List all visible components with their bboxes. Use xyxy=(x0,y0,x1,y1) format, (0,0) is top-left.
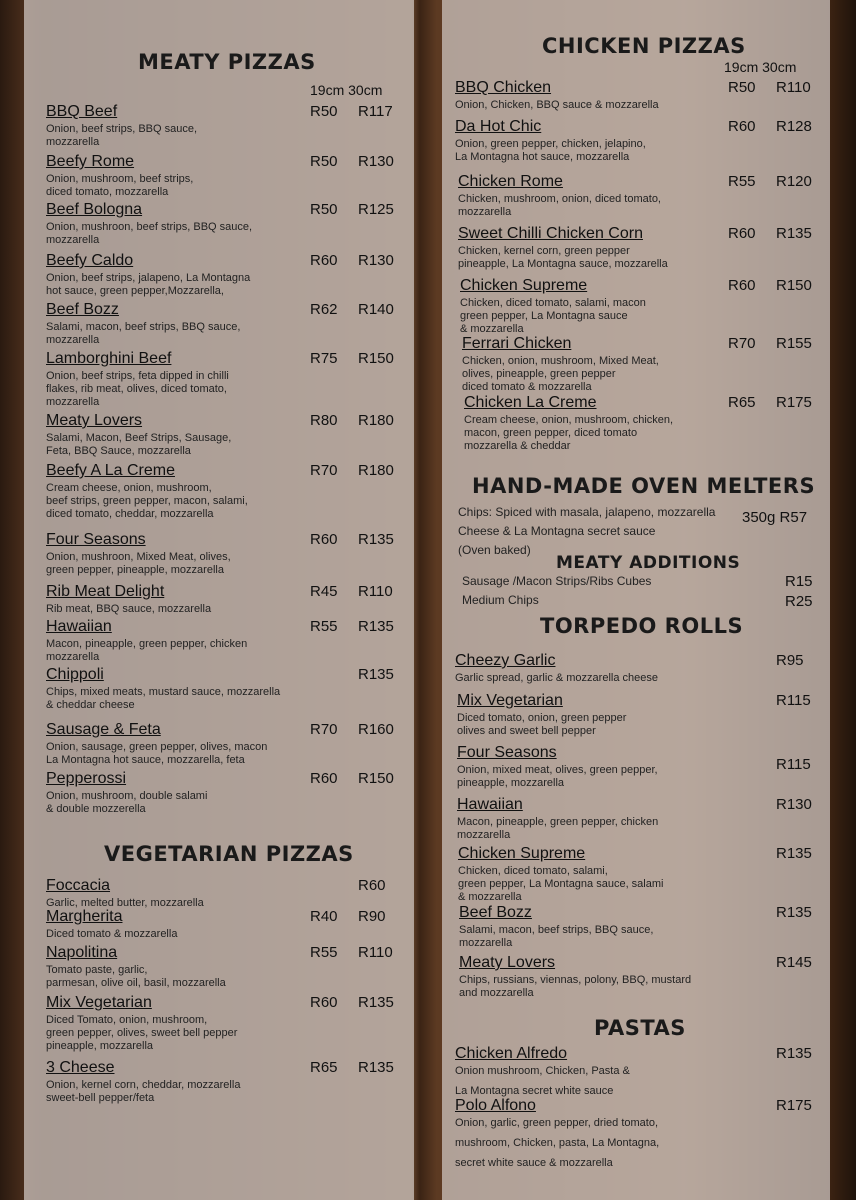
menu-item-description: & mozzarella xyxy=(460,323,524,335)
menu-item-price-19cm: R55 xyxy=(310,944,338,961)
torpedo-rolls-heading: TORPEDO ROLLS xyxy=(540,614,744,638)
menu-item-description: Onion, Chicken, BBQ sauce & mozzarella xyxy=(455,99,659,111)
menu-item-name: Da Hot Chic xyxy=(455,118,542,135)
menu-item-price-19cm: R60 xyxy=(728,277,756,294)
menu-item-price-19cm: R65 xyxy=(310,1059,338,1076)
menu-item-description: La Montagna secret white sauce xyxy=(455,1085,614,1097)
menu-item-description: mozzarella & cheddar xyxy=(464,440,571,452)
menu-item-price-19cm: R75 xyxy=(310,350,338,367)
menu-item-price-19cm: R60 xyxy=(728,118,756,135)
menu-item-price-19cm: R80 xyxy=(310,412,338,429)
meaty-pizzas-heading: MEATY PIZZAS xyxy=(138,50,316,74)
menu-item-description: beef strips, green pepper, macon, salami, xyxy=(46,495,248,507)
menu-item-description: Diced tomato, onion, green pepper xyxy=(457,712,627,724)
menu-item-description: olives, pineapple, green pepper xyxy=(462,368,616,380)
vegetarian-pizzas-heading: VEGETARIAN PIZZAS xyxy=(104,842,354,866)
menu-item-price-19cm: R65 xyxy=(728,394,756,411)
menu-item-price: R115 xyxy=(776,692,811,709)
addition-item-price: R15 xyxy=(785,573,813,590)
oven-melters-description xyxy=(458,503,715,560)
menu-item-description: Salami, macon, beef strips, BBQ sauce, xyxy=(459,924,654,936)
menu-item-price-19cm: R60 xyxy=(310,994,338,1011)
menu-item-price-19cm: R70 xyxy=(310,462,338,479)
menu-item-description: mozzarella xyxy=(46,234,100,246)
menu-item-description: Diced tomato & mozzarella xyxy=(46,928,178,940)
menu-item-description: Salami, macon, beef strips, BBQ sauce, xyxy=(46,321,241,333)
menu-item-price-19cm: R40 xyxy=(310,908,338,925)
menu-item-description: mozzarella xyxy=(46,136,100,148)
menu-item-description: Chicken, mushroom, onion, diced tomato, xyxy=(458,193,661,205)
menu-item-name: 3 Cheese xyxy=(46,1059,115,1076)
menu-item-description: Onion, sausage, green pepper, olives, macon xyxy=(46,741,268,753)
menu-item-description: Chicken, diced tomato, salami, macon xyxy=(460,297,646,309)
menu-item-name: Mix Vegetarian xyxy=(46,994,152,1011)
menu-item-price-19cm: R50 xyxy=(310,103,338,120)
menu-item-price-30cm: R135 xyxy=(358,666,394,683)
menu-item-description: mozzarella xyxy=(458,206,512,218)
menu-item-name: Beef Bologna xyxy=(46,201,143,218)
menu-item-name: Chicken La Creme xyxy=(464,394,597,411)
pastas-heading: PASTAS xyxy=(594,1016,686,1040)
menu-item-description: La Montagna hot sauce, mozzarella xyxy=(455,151,630,163)
menu-item-description: Tomato paste, garlic, xyxy=(46,964,148,976)
meaty-additions-heading: MEATY ADDITIONS xyxy=(556,553,741,573)
menu-item-price-30cm: R135 xyxy=(358,1059,394,1076)
menu-item-name: Foccacia xyxy=(46,877,111,894)
menu-item-price-30cm: R155 xyxy=(776,335,812,352)
menu-item-price-30cm: R150 xyxy=(358,770,394,787)
meaty-size-header: 19cm 30cm xyxy=(310,82,383,98)
menu-item-name: Beefy Caldo xyxy=(46,252,134,269)
menu-item-description: hot sauce, green pepper,Mozzarella, xyxy=(46,285,224,297)
menu-item-price-19cm: R70 xyxy=(310,721,338,738)
menu-item-description: Chips, russians, viennas, polony, BBQ, mustard xyxy=(459,974,692,986)
menu-item-description: macon, green pepper, diced tomato xyxy=(464,427,638,439)
menu-item-price-30cm: R160 xyxy=(358,721,394,738)
menu-item-description: pineapple, mozzarella xyxy=(457,777,565,789)
menu-item-name: Margherita xyxy=(46,908,123,925)
menu-item-name: Napolitina xyxy=(46,944,118,961)
menu-item-description: Onion mushroom, Chicken, Pasta & xyxy=(455,1065,630,1077)
menu-item-name: Beefy A La Creme xyxy=(46,462,175,479)
menu-item-description: Onion, beef strips, BBQ sauce, xyxy=(46,123,198,135)
menu-item-price-19cm: R60 xyxy=(310,252,338,269)
menu-item-description: mozzarella xyxy=(46,334,100,346)
menu-item-price-30cm: R135 xyxy=(358,994,394,1011)
menu-item-description: Cream cheese, onion, mushroom, xyxy=(46,482,212,494)
menu-item-price-30cm: R130 xyxy=(358,252,394,269)
menu-item-description: Chicken, onion, mushroom, Mixed Meat, xyxy=(462,355,659,367)
menu-item-price-30cm: R110 xyxy=(776,79,811,96)
addition-item-price: R25 xyxy=(785,593,813,610)
menu-item-description: Rib meat, BBQ sauce, mozzarella xyxy=(46,603,212,615)
menu-item-description: Onion, mushroon, beef strips, BBQ sauce, xyxy=(46,221,253,233)
menu-item-description: Onion, beef strips, jalapeno, La Montagna xyxy=(46,272,251,284)
menu-item-description: Macon, pineapple, green pepper, chicken xyxy=(457,816,659,828)
menu-item-description: Chicken, kernel corn, green pepper xyxy=(458,245,630,257)
menu-item-price-19cm: R62 xyxy=(310,301,338,318)
menu-item-price-19cm: R50 xyxy=(310,153,338,170)
menu-item-name: Sweet Chilli Chicken Corn xyxy=(458,225,643,242)
menu-item-price-30cm: R175 xyxy=(776,394,812,411)
menu-item-description: mushroom, Chicken, pasta, La Montagna, xyxy=(455,1137,660,1149)
menu-item-description: sweet-bell pepper/feta xyxy=(46,1092,155,1104)
menu-item-price-19cm: R60 xyxy=(310,531,338,548)
menu-item-description: Macon, pineapple, green pepper, chicken xyxy=(46,638,248,650)
menu-item-price-30cm: R135 xyxy=(358,618,394,635)
menu-item-price-30cm: R120 xyxy=(776,173,812,190)
menu-item-price: R115 xyxy=(776,756,811,773)
menu-item-description: flakes, rib meat, olives, diced tomato, xyxy=(46,383,227,395)
menu-item-name: Four Seasons xyxy=(46,531,146,548)
menu-item-price-30cm: R135 xyxy=(776,225,812,242)
menu-item-description: pineapple, La Montagna sauce, mozzarella xyxy=(458,258,668,270)
menu-item-description: diced tomato, mozzarella xyxy=(46,186,169,198)
menu-item-description: green pepper, pineapple, mozzarella xyxy=(46,564,224,576)
chicken-pizzas-heading: CHICKEN PIZZAS xyxy=(542,34,746,58)
menu-item-description: Onion, mushroom, double salami xyxy=(46,790,208,802)
menu-item-price-30cm: R60 xyxy=(358,877,386,894)
menu-item-name: Meaty Lovers xyxy=(46,412,143,429)
oven-melters-line: (Oven baked) xyxy=(458,543,531,557)
oven-melters-line: Cheese & La Montagna secret sauce xyxy=(458,524,656,538)
menu-item-description: & double mozzerella xyxy=(46,803,146,815)
menu-item-name: BBQ Beef xyxy=(46,103,118,120)
menu-item-description: Cream cheese, onion, mushroom, chicken, xyxy=(464,414,674,426)
menu-item-name: Beefy Rome xyxy=(46,153,135,170)
menu-item-description: and mozzarella xyxy=(459,987,534,999)
oven-melters-line: Chips: Spiced with masala, jalapeno, mozzarella xyxy=(458,505,716,519)
menu-item-name: Ferrari Chicken xyxy=(462,335,572,352)
menu-item-description: olives and sweet bell pepper xyxy=(457,725,596,737)
menu-item-description: Diced Tomato, onion, mushroom, xyxy=(46,1014,208,1026)
menu-item-description: Onion, mushroom, beef strips, xyxy=(46,173,194,185)
menu-item-description: diced tomato & mozzarella xyxy=(462,381,592,393)
menu-item-price-19cm: R70 xyxy=(728,335,756,352)
menu-item-price: R135 xyxy=(776,845,812,862)
menu-item-price-30cm: R90 xyxy=(358,908,386,925)
menu-item-description: green pepper, La Montagna sauce xyxy=(460,310,628,322)
menu-item-price-30cm: R130 xyxy=(358,153,394,170)
menu-item-description: Salami, Macon, Beef Strips, Sausage, xyxy=(46,432,232,444)
menu-item-price-19cm: R50 xyxy=(310,201,338,218)
menu-item-description: mozzarella xyxy=(46,396,100,408)
menu-item-description: & cheddar cheese xyxy=(46,699,135,711)
menu-item-price: R95 xyxy=(776,652,804,669)
addition-item-name: Sausage /Macon Strips/Ribs Cubes xyxy=(462,574,652,588)
menu-item-description: Onion, beef strips, feta dipped in chilli xyxy=(46,370,229,382)
menu-item-description: parmesan, olive oil, basil, mozzarella xyxy=(46,977,226,989)
menu-item-name: Beef Bozz xyxy=(46,301,119,318)
menu-item-name: Sausage & Feta xyxy=(46,721,161,738)
menu-item-description: mozzarella xyxy=(459,937,513,949)
menu-item-price-30cm: R110 xyxy=(358,583,393,600)
menu-item-name: Meaty Lovers xyxy=(459,954,556,971)
menu-item-price-30cm: R180 xyxy=(358,412,394,429)
menu-item-description: Onion, mixed meat, olives, green pepper, xyxy=(457,764,658,776)
menu-item-description: Feta, BBQ Sauce, mozzarella xyxy=(46,445,191,457)
menu-item-name: Chippoli xyxy=(46,666,104,683)
menu-item-name: Lamborghini Beef xyxy=(46,350,172,367)
menu-item-description: green pepper, olives, sweet bell pepper xyxy=(46,1027,238,1039)
menu-item-description: mozzarella xyxy=(46,651,100,663)
menu-item-price-30cm: R140 xyxy=(358,301,394,318)
menu-item-name: Polo Alfono xyxy=(455,1097,536,1114)
menu-item-price-19cm: R55 xyxy=(728,173,756,190)
menu-item-price-30cm: R117 xyxy=(358,103,393,120)
menu-item-price: R135 xyxy=(776,904,812,921)
oven-melters-price: 350g R57 xyxy=(742,509,808,526)
menu-item-description: Garlic spread, garlic & mozzarella cheese xyxy=(455,672,658,684)
menu-item-price-30cm: R150 xyxy=(358,350,394,367)
menu-item-description: & mozzarella xyxy=(458,891,522,903)
menu-item-price: R175 xyxy=(776,1097,812,1114)
menu-item-name: Hawaiian xyxy=(457,796,523,813)
menu-item-description: green pepper, La Montagna sauce, salami xyxy=(458,878,664,890)
menu-item-description: diced tomato, cheddar, mozzarella xyxy=(46,508,214,520)
menu-item-description: Onion, green pepper, chicken, jelapino, xyxy=(455,138,646,150)
menu-item-price-30cm: R150 xyxy=(776,277,812,294)
menu-item-price-19cm: R60 xyxy=(310,770,338,787)
menu-item-name: Pepperossi xyxy=(46,770,127,787)
menu-item-name: Chicken Rome xyxy=(458,173,563,190)
menu-item-name: Rib Meat Delight xyxy=(46,583,165,600)
menu-item-name: Mix Vegetarian xyxy=(457,692,563,709)
menu-item-price-30cm: R125 xyxy=(358,201,394,218)
menu-item-price-30cm: R110 xyxy=(358,944,393,961)
menu-item-description: Onion, garlic, green pepper, dried tomato, xyxy=(455,1117,659,1129)
menu-item-price: R145 xyxy=(776,954,812,971)
menu-item-price: R130 xyxy=(776,796,812,813)
menu-item-name: Chicken Supreme xyxy=(458,845,586,862)
menu-item-name: Four Seasons xyxy=(457,744,557,761)
menu-item-price-19cm: R45 xyxy=(310,583,338,600)
menu-item-description: Garlic, melted butter, mozzarella xyxy=(46,897,204,909)
menu-item-description: mozzarella xyxy=(457,829,511,841)
menu-item-price-30cm: R128 xyxy=(776,118,812,135)
menu-item-description: Chicken, diced tomato, salami, xyxy=(458,865,608,877)
menu-item-name: Hawaiian xyxy=(46,618,112,635)
menu-item-name: Beef Bozz xyxy=(459,904,532,921)
menu-item-price-30cm: R135 xyxy=(358,531,394,548)
menu-item-price-19cm: R50 xyxy=(728,79,756,96)
menu-item-name: Chicken Supreme xyxy=(460,277,588,294)
menu-item-name: Cheezy Garlic xyxy=(455,652,556,669)
chicken-size-header: 19cm 30cm xyxy=(724,59,797,75)
menu-item-description: Onion, kernel corn, cheddar, mozzarella xyxy=(46,1079,241,1091)
menu-item-price: R135 xyxy=(776,1045,812,1062)
menu-item-description: Chips, mixed meats, mustard sauce, mozzarella xyxy=(46,686,281,698)
addition-item-name: Medium Chips xyxy=(462,593,539,607)
menu-item-price-30cm: R180 xyxy=(358,462,394,479)
menu-item-description: pineapple, mozzarella xyxy=(46,1040,154,1052)
menu-item-name: BBQ Chicken xyxy=(455,79,552,96)
menu-item-description: Onion, mushroon, Mixed Meat, olives, xyxy=(46,551,231,563)
menu-item-description: La Montagna hot sauce, mozzarella, feta xyxy=(46,754,245,766)
oven-melters-heading: HAND-MADE OVEN MELTERS xyxy=(472,474,816,498)
menu-item-price-19cm: R55 xyxy=(310,618,338,635)
menu-item-price-19cm: R60 xyxy=(728,225,756,242)
menu-item-name: Chicken Alfredo xyxy=(455,1045,568,1062)
menu-item-description: secret white sauce & mozzarella xyxy=(455,1157,613,1169)
